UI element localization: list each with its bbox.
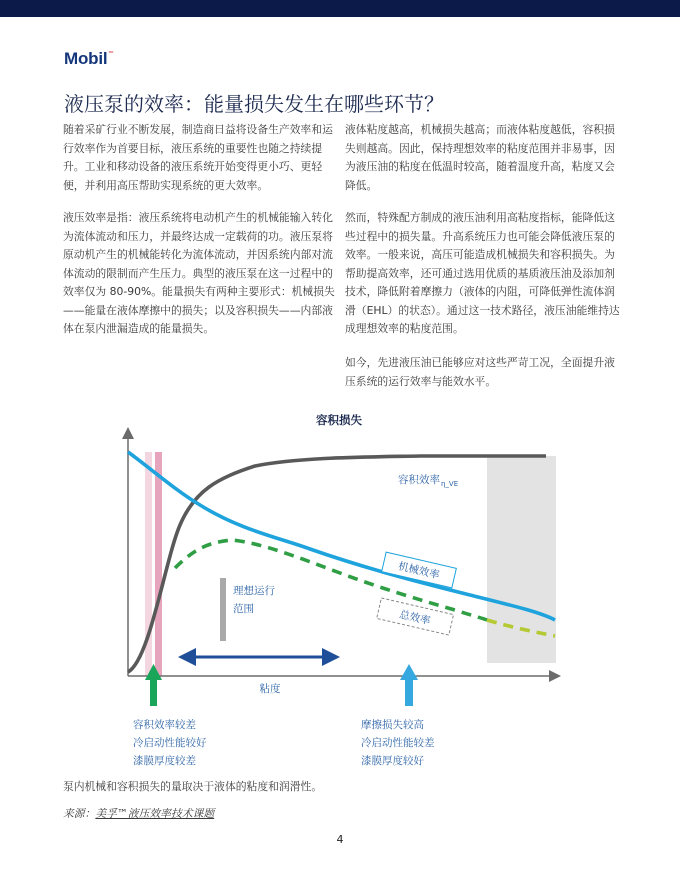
body-paragraph-left-1: 随着采矿行业不断发展，制造商日益将设备生产效率和运行效率作为首要目标，液压系统的重要性也随之持续提升。工业和移动设备的液压系统开始变得更小巧、更轻便，并利用高压帮助实现系统的更大效率。 (63, 123, 333, 192)
body-paragraph-right-3: 如今，先进液压油已能够应对这些严苛工况，全面提升液压系统的运行效率与能效水平。 (345, 356, 615, 388)
figure-caption: 泵内机械和容积损失的量取决于液体的粘度和润滑性。 (63, 780, 323, 793)
low-note-1: 容积效率较差 (133, 719, 196, 731)
source-line: 来源：美孚™液压效率技术课题 (63, 807, 215, 820)
ideal-range-label: 理想运行范围 (233, 585, 275, 615)
high-note-3: 漆膜厚度较好 (361, 755, 424, 767)
body-paragraph-right-2: 然而，特殊配方制成的液压油利用高粘度指标，能降低这些过程中的损失量。升高系统压力也可能会降低液压泵的效率。一般来说，高压可能造成机械损失和容积损失。为帮助提高效率，还可通过选用优质的基质液压油及添加剂技术，降低附着摩擦力（液体的内阻，可降低弹性流体润滑（EHL）的状态）。通过这一技术路径，液压油能维持达成理想效率的粘度范围。 (345, 211, 620, 335)
source-link[interactable]: 美孚™液压效率技术课题 (95, 807, 215, 820)
body-paragraph-left-2: 液压效率是指：液压系统将电动机产生的机械能输入转化为流体流动和压力，并最终达成一定载荷的功。液压泵将原动机产生的机械能转化为流体流动，并因系统内部对流体流动的限制而产生压力。典型的液压泵在这一过程中的效率仅为 80-90%。能量损失有两种主要形式：机械损失——能量在液体摩擦中的损失；以及容积损失——内部液体在泵内泄漏造成的能量损失。 (63, 211, 335, 335)
page-number: 4 (336, 833, 344, 846)
high-viscosity-notes (361, 716, 435, 770)
legend-mechanical-efficiency: 机械效率 (396, 560, 441, 582)
low-viscosity-notes (133, 716, 207, 770)
chart-low-band (155, 452, 162, 676)
legend-volumetric-subscript: η_VE (441, 480, 459, 488)
page-title: 液压泵的效率：能量损失发生在哪些环节？ (64, 92, 444, 116)
x-axis-label: 粘度 (259, 683, 281, 695)
chart-title: 容积损失 (316, 413, 362, 427)
ideal-range-bar (220, 578, 226, 641)
legend-total-efficiency: 总效率 (398, 608, 432, 628)
body-paragraph-right-1: 液体粘度越高，机械损失越高；而液体粘度越低，容积损失则越高。因此，保持理想效率的粘度范围并非易事，因为液压油的粘度在低温时较高，随着温度升高，粘度又会降低。 (345, 123, 615, 192)
high-note-2: 冷启动性能较差 (361, 737, 435, 749)
legend-volumetric-efficiency: 容积效率$_{\eta\_VE}$ (398, 474, 459, 488)
low-note-2: 冷启动性能较好 (133, 737, 207, 749)
mobil-logo: Mobil⁻ (64, 49, 114, 68)
legend-total-box (377, 598, 454, 635)
low-note-3: 漆膜厚度较差 (133, 755, 196, 767)
high-note-1: 摩擦损失较高 (361, 719, 424, 731)
chart-high-viscosity-shade (487, 456, 556, 663)
high-viscosity-arrow (400, 664, 418, 706)
series-volumetric-efficiency (128, 456, 546, 672)
